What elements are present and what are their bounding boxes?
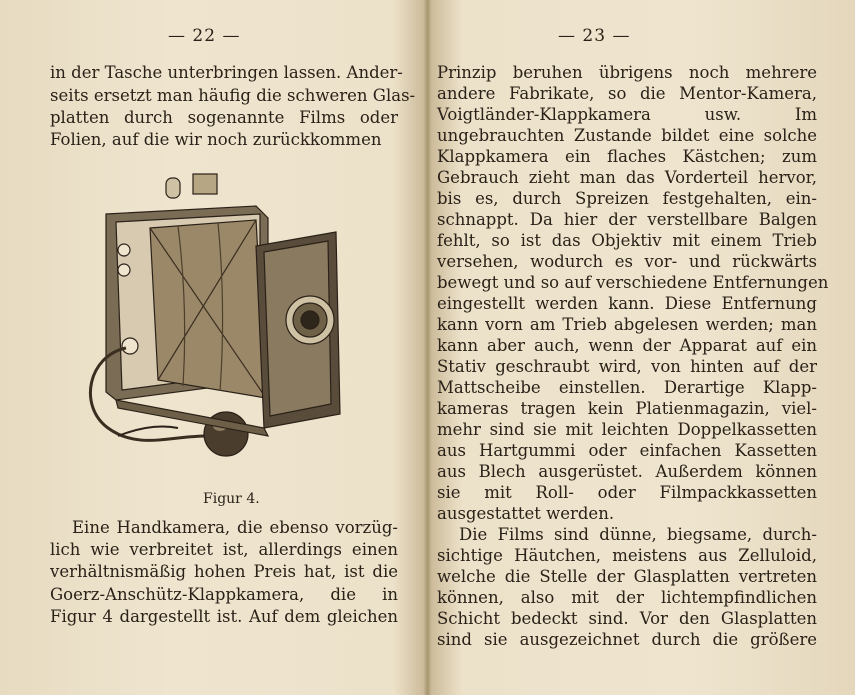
text-line: Eine Handkamera, die ebenso vorzüg- (72, 518, 398, 537)
left-page (0, 0, 425, 695)
figure-caption: Figur 4. (203, 491, 260, 507)
text-line: kann aber auch, wenn der Apparat auf ein (437, 336, 817, 355)
text-line: aus Hartgummi oder einfachen Kassetten (437, 441, 817, 460)
page-number: — 23 — (558, 26, 631, 46)
page-number: — 22 — (168, 26, 241, 46)
text-line: Figur 4 dargestellt ist. Auf dem gleichen (50, 607, 398, 626)
camera-illustration (78, 166, 378, 476)
text-line: schnappt. Da hier der verstellbare Balgen (437, 210, 817, 229)
text-line: bewegt und so auf verschiedene Entfernungen (437, 273, 829, 292)
text-line: aus Blech ausgerüstet. Außerdem können (437, 462, 817, 481)
text-line: sind sie ausgezeichnet durch die größere (437, 630, 817, 649)
text-line: Folien, auf die wir noch zurückkommen (50, 130, 382, 149)
text-line: Mattscheibe einstellen. Derartige Klapp- (437, 378, 817, 397)
text-line: kann vorn am Trieb abgelesen werden; man (437, 315, 817, 334)
text-line: Stativ geschraubt wird, von hinten auf der (437, 357, 817, 376)
text-line: verhältnismäßig hohen Preis hat, ist die (50, 562, 398, 581)
text-line: sie mit Roll- oder Filmpackkassetten (437, 483, 817, 502)
text-line: mehr sind sie mit leichten Doppelkassetten (437, 420, 817, 439)
text-line: eingestellt werden kann. Diese Entfernung (437, 294, 817, 313)
text-line: Klappkamera ein flaches Kästchen; zum (437, 147, 817, 166)
text-line: kameras tragen kein Platienmagazin, viel- (437, 399, 817, 418)
text-line: versehen, wodurch es vor- und rückwärts (437, 252, 817, 271)
text-line: lich wie verbreitet ist, allerdings einen (50, 540, 398, 559)
text-line: in der Tasche unterbringen lassen. Ander- (50, 63, 403, 82)
text-line: Die Films sind dünne, biegsame, durch- (459, 525, 817, 544)
right-page (428, 0, 855, 695)
text-line: fehlt, so ist das Objektiv mit einem Trieb (437, 231, 817, 250)
text-line: können, also mit der lichtempfindlichen (437, 588, 817, 607)
text-line: Gebrauch zieht man das Vorderteil hervor, (437, 168, 817, 187)
text-line: ausgestattet werden. (437, 504, 615, 523)
text-line: ungebrauchten Zustande bildet eine solche (437, 126, 817, 145)
text-line: andere Fabrikate, so die Mentor-Kamera, (437, 84, 817, 103)
text-line: bis es, durch Spreizen festgehalten, ein- (437, 189, 817, 208)
text-line: seits ersetzt man häufig die schweren Glas- (50, 86, 416, 105)
text-line: Prinzip beruhen übrigens noch mehrere (437, 63, 817, 82)
text-line: platten durch sogenannte Films oder (50, 108, 398, 127)
text-line: Schicht bedeckt sind. Vor den Glasplatten (437, 609, 817, 628)
text-line: Voigtländer-Klappkamera usw. Im (437, 105, 817, 124)
text-line: sichtige Häutchen, meistens aus Zelluloid, (437, 546, 817, 565)
text-line: Goerz-Anschütz-Klappkamera, die in (50, 585, 398, 604)
text-line: welche die Stelle der Glasplatten vertreten (437, 567, 817, 586)
